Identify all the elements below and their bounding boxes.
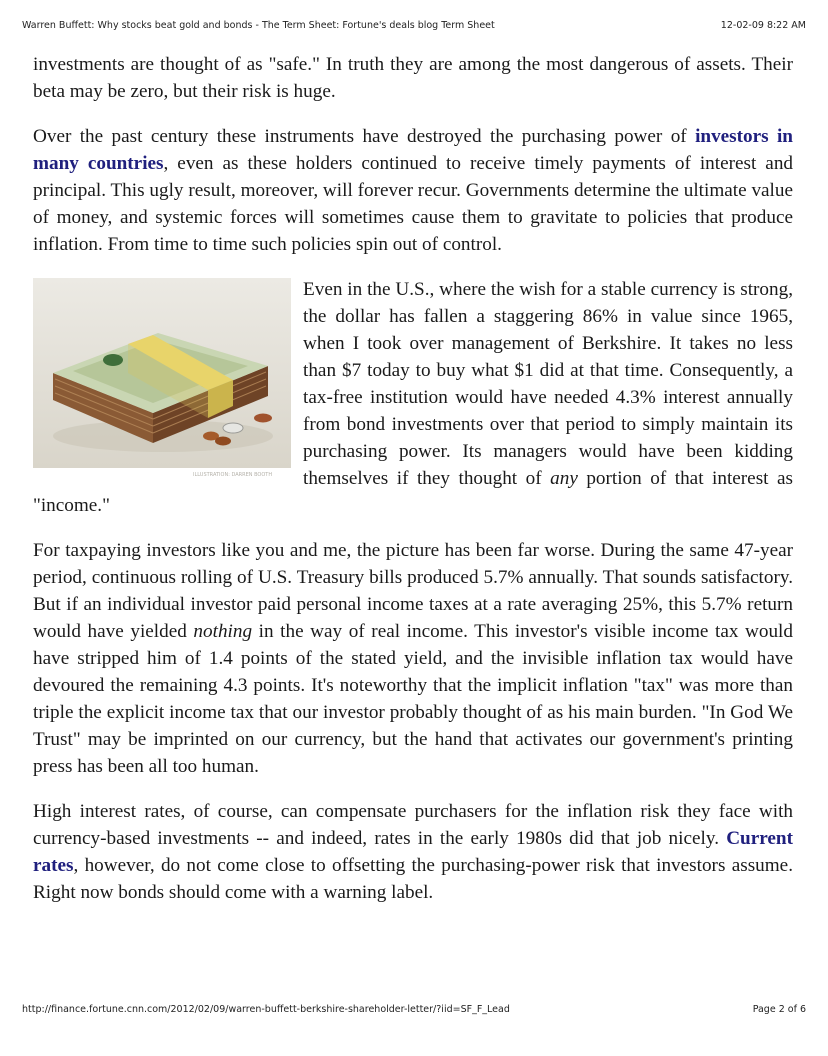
image-credit: ILLUSTRATION: DARREN BOOTH <box>193 472 273 478</box>
print-header <box>22 20 806 31</box>
money-stack-illustration <box>33 278 291 478</box>
paragraph-3: ILLUSTRATION: DARREN BOOTH Even in the U.S., where the wish for a stable currency is strong, the dollar has fallen a staggering 86% in value since 1965, when I took over management of Berkshire. It takes no less than $7 today to buy what $1 did at that time. Consequently, a tax-free institution would have needed 4.3% interest annually from bond investments over that period to simply maintain its purchasing power. Its managers would have been kidding themselves if they thought of any portion of that interest as "income." <box>33 279 793 516</box>
page-url: http://finance.fortune.cnn.com/2012/02/09/warren-buffett-berkshire-shareholder-letter/?iid=SF_F_Lead <box>22 1004 510 1015</box>
current-rates-link[interactable]: Current rates <box>33 828 793 876</box>
page-title: Warren Buffett: Why stocks beat gold and bonds - The Term Sheet: Fortune's deals blog Term Sheet <box>22 20 495 31</box>
print-datetime: 12-02-09 8:22 AM <box>720 20 806 31</box>
investors-link[interactable]: investors in many countries <box>33 126 793 174</box>
print-footer <box>22 1004 806 1015</box>
paragraph-4: For taxpaying investors like you and me, the picture has been far worse. During the same 47-year period, continuous rolling of U.S. Treasury bills produced 5.7% annually. That sounds satisfactory. But if an individual investor paid personal income taxes at a rate averaging 25%, this 5.7% return would have yielded nothing in the way of real income. This investor's visible income tax would have stripped him of 1.4 points of the stated yield, and the invisible inflation tax would have devoured the remaining 4.3 points. It's noteworthy that the implicit inflation "tax" was more than triple the explicit income tax that our investor probably thought of as his main burden. "In God We Trust" may be imprinted on our currency, but the hand that activates our government's printing press has been all too human. <box>33 540 793 777</box>
paragraph-5: High interest rates, of course, can compensate purchasers for the inflation risk they face with currency-based investments -- and indeed, rates in the early 1980s did that job nicely. Current rates, however, do not come close to offsetting the purchasing-power risk that investors assume. Right now bonds should come with a warning label. <box>33 801 793 903</box>
article-body <box>33 51 793 924</box>
paragraph-2: Over the past century these instruments have destroyed the purchasing power of investors in many countries, even as these holders continued to receive timely payments of interest and principal. This ugly result, moreover, will forever recur. Governments determine the ultimate value of money, and systemic forces will sometimes cause them to gravitate to policies that produce inflation. From time to time such policies spin out of control. <box>33 126 794 255</box>
page-number: Page 2 of 6 <box>752 1004 806 1015</box>
paragraph-1: investments are thought of as "safe." In truth they are among the most dangerous of assets. Their beta may be zero, but their risk is huge. <box>33 54 793 102</box>
